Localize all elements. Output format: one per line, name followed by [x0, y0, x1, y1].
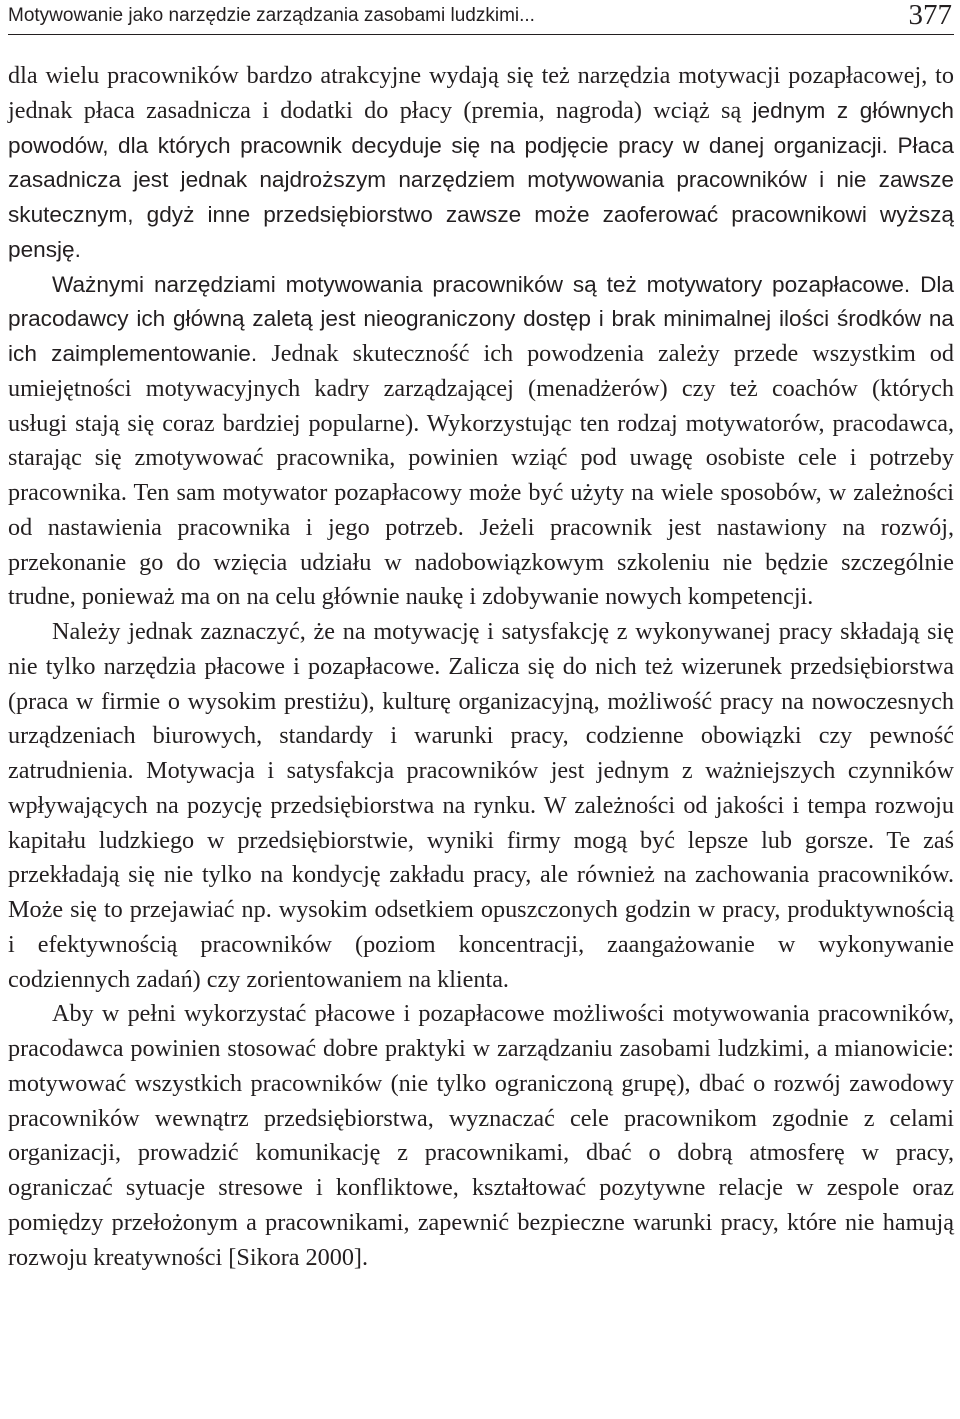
page-number: 377 — [908, 0, 952, 31]
body-text — [8, 59, 954, 1275]
paragraph-4 — [8, 997, 954, 1275]
paragraph-2-text-a: Ważnymi narzędziami motywowania pracowników są też motywatory pozapłacowe. Dla pracodawcy ich główną zaletą jest nieograniczony dostęp i brak minimalnej ilości środków na ich zaimplementowanie. — [8, 271, 954, 366]
paragraph-1-text-a: dla wielu pracowników bardzo atrakcyjne wydają się też narzędzia motywacji pozapłacowej, to jednak płaca zasadnicza i dodatki do płacy (premia, nagroda) wciąż są — [8, 62, 954, 124]
paragraph-4-text: Aby w pełni wykorzystać płacowe i pozapłacowe możliwości motywowania pracowników, pracodawca powinien stosować dobre praktyki w zarządzaniu zasobami ludzkimi, a mianowicie: motywować wszystkich pracowników (nie tylko ograniczoną grupę), dbać o rozwój zawodowy pracowników wewnątrz przedsiębiorstwa, wyznaczać cele pracownikom zgodnie z celami organizacji, prowadzić komunikację z pracownikami, dbać o dobrą atmosferę w pracy, ograniczać sytuacje stresowe i konfliktowe, kształtować pozytywne relacje w zespole oraz pomiędzy przełożonym a pracownikami, zapewnić bezpieczne warunki pracy, które nie hamują rozwoju kreatywności [Sikora 2000]. — [8, 1000, 954, 1271]
running-header — [8, 0, 954, 35]
paragraph-3 — [8, 615, 954, 997]
running-header-title: Motywowanie jako narzędzie zarządzania zasobami ludzkimi... — [8, 5, 535, 26]
paragraph-3-text: Należy jednak zaznaczyć, że na motywację i satysfakcję z wykonywanej pracy składają się nie tylko narzędzia płacowe i pozapłacowe. Zalicza się do nich też wizerunek przedsiębiorstwa (praca w firmie o wysokim prestiżu), kulturę organizacyjną, możliwość pracy na nowoczesnych urządzeniach biurowych, standardy i warunki pracy, codzienne obowiązki czy pewność zatrudnienia. Motywacja i satysfakcja pracowników jest jednym z ważniejszych czynników wpływających na pozycję przedsiębiorstwa na rynku. W zależności od jakości i tempa rozwoju kapitału ludzkiego w przedsiębiorstwie, wyniki firmy mogą być lepsze lub gorsze. Te zaś przekładają się nie tylko na kondycję zakładu pracy, ale również na zachowania pracowników. Może się to przejawiać np. wysokim odsetkiem opuszczonych godzin w pracy, produktywnością i efektywnością pracowników (poziom koncentracji, zaangażowanie w wykonywanie codziennych zadań) czy zorientowaniem na klienta. — [8, 618, 954, 993]
paragraph-2-text-b: Jednak skuteczność ich powodzenia zależy przede wszystkim od umiejętności motywacyjnych kadry zarządzającej (menadżerów) czy też coachów (których usługi stają się coraz bardziej popularne). Wykorzystując ten rodzaj motywatorów, pracodawca, starając się zmotywować pracownika, powinien wziąć pod uwagę osobiste cele i potrzeby pracownika. Ten sam motywator pozapłacowy może być użyty na wiele sposobów, w zależności od nastawienia pracownika i jego potrzeb. Jeżeli pracownik jest nastawiony na rozwój, przekonanie go do wzięcia udziału w nadobowiązkowym szkoleniu nie będzie szczególnie trudne, ponieważ ma on na celu głównie naukę i zdobywanie nowych kompetencji. — [8, 340, 954, 611]
paragraph-2 — [8, 268, 954, 616]
document-page — [8, 0, 954, 1419]
paragraph-1 — [8, 59, 954, 268]
paragraph-1-text-b: jednym z głównych powodów, dla których pracownik decyduje się na podjęcie pracy w danej organizacji. Płaca zasadnicza jest jednak najdroższym narzędziem motywowania pracowników i nie zawsze skutecznym, gdyż inne przedsiębiorstwo zawsze może zaoferować pracownikowi wyższą pensję. — [8, 97, 954, 262]
